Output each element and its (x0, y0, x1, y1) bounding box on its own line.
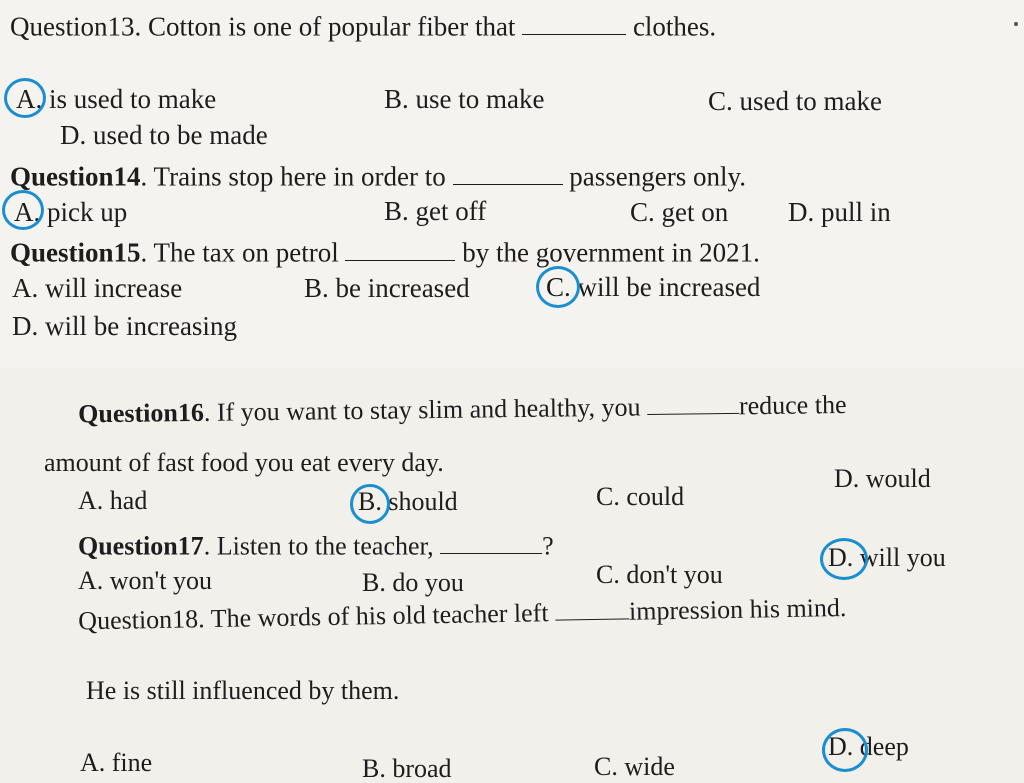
q15-option-a: A. will increase (12, 273, 183, 303)
q13-option-d: D. used to be made (60, 120, 268, 150)
q15-option-b: B. be increased (304, 273, 470, 303)
question-14-stem: Question14. Trains stop here in order to passengers only. (10, 161, 746, 192)
question-17-stem: Question17. Listen to the teacher, ? (78, 531, 554, 561)
answer-blank (647, 390, 739, 416)
question-16-stem: Question16. If you want to stay slim and healthy, you reduce the (78, 390, 847, 429)
question-13-stem: Question13. Cotton is one of popular fiber that clothes. (10, 11, 717, 42)
q17-option-d: D. will you (828, 543, 946, 572)
q13-option-b: B. use to make (384, 84, 545, 114)
q14-option-a: A. pick up (14, 197, 128, 227)
q18-option-a: A. fine (80, 748, 153, 777)
q17-option-b: B. do you (362, 568, 464, 597)
answer-blank (522, 10, 626, 35)
q16-option-d: D. would (834, 464, 931, 493)
question-13-label: Question13 (10, 11, 135, 42)
q18-option-d: D. deep (828, 732, 909, 761)
answer-blank (453, 160, 563, 185)
answer-blank (440, 530, 542, 554)
answer-blank (555, 595, 629, 621)
q16-option-b: B. should (358, 487, 458, 516)
question-18-stem-line-2: He is still influenced by them. (86, 676, 400, 705)
q14-option-b: B. get off (384, 196, 487, 226)
question-16-stem-line-2: amount of fast food you eat every day. (44, 448, 444, 477)
q14-option-c: C. get on (630, 197, 729, 227)
question-15-stem: Question15. The tax on petrol by the government in 2021. (10, 237, 760, 268)
question-18-stem: Question18. The words of his old teacher left impression his mind. (78, 592, 847, 636)
q16-option-c: C. could (596, 482, 685, 511)
question-17-label: Question17 (78, 531, 204, 561)
q13-option-a: A. is used to make (16, 84, 217, 114)
question-14-label: Question14 (10, 161, 141, 192)
answer-blank (345, 236, 455, 261)
q18-option-c: C. wide (594, 752, 675, 781)
q15-option-d: D. will be increasing (12, 311, 237, 341)
q16-option-a: A. had (78, 486, 148, 515)
q17-option-c: C. don't you (596, 560, 723, 589)
q14-option-d: D. pull in (788, 197, 891, 227)
question-15-label: Question15 (10, 237, 141, 268)
question-18-label: Question18 (78, 604, 199, 636)
q15-option-c: C. will be increased (546, 272, 761, 302)
question-16-label: Question16 (78, 397, 205, 429)
q13-option-c: C. used to make (708, 86, 882, 116)
speck (1014, 22, 1018, 26)
q18-option-b: B. broad (362, 754, 452, 783)
q17-option-a: A. won't you (78, 566, 212, 595)
